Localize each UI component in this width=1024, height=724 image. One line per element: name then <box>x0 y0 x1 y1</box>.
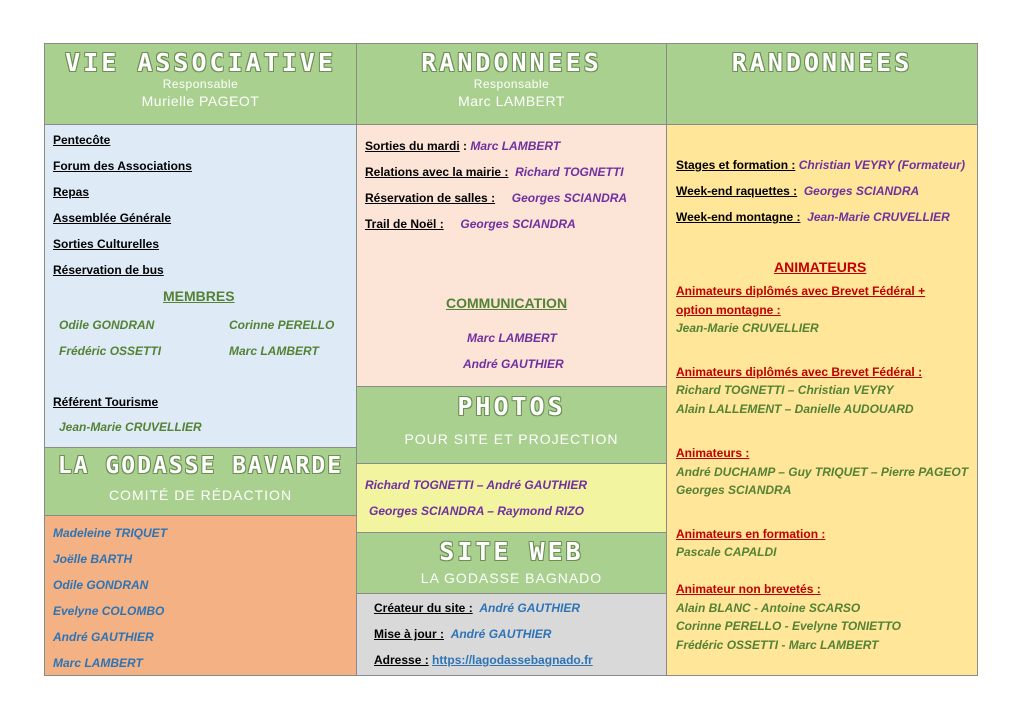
referent-tourisme-label: Référent Tourisme <box>53 395 159 409</box>
randonnees-title: RANDONNEES <box>421 48 602 77</box>
randonnees-2-title: RANDONNEES <box>731 48 913 77</box>
randonnees-body <box>356 124 667 387</box>
site-web-subtitle: LA GODASSE BAGNADO <box>420 570 603 586</box>
member-name: Marc LAMBERT <box>229 344 319 358</box>
rando-row-label: Sorties du mardi <box>365 139 460 153</box>
randonnees-2-body <box>666 124 978 676</box>
anim-group-line: Richard TOGNETTI – Christian VEYRY <box>676 383 894 397</box>
redaction-member: Marc LAMBERT <box>53 656 143 670</box>
godasse-bavarde-subtitle: COMITÉ DE RÉDACTION <box>108 487 293 503</box>
vie-item: Assemblée Générale <box>53 211 172 225</box>
photos-subtitle: POUR SITE ET PROJECTION <box>404 431 619 447</box>
stage-row-value: Christian VEYRY (Formateur) <box>798 158 965 172</box>
vie-item: Pentecôte <box>53 133 111 147</box>
site-row-value: André GAUTHIER <box>479 601 581 615</box>
member-name: Odile GONDRAN <box>59 318 155 332</box>
vie-item: Forum des Associations <box>53 159 192 173</box>
redaction-member: Joëlle BARTH <box>53 552 133 566</box>
vie-item: Repas <box>53 185 90 199</box>
randonnees-2-header <box>666 43 978 125</box>
randonnees-responsable-name: Marc LAMBERT <box>458 93 565 109</box>
site-row-label: Créateur du site : <box>374 601 473 615</box>
rando-row-value: Georges SCIANDRA <box>460 217 576 231</box>
rando-row <box>365 191 627 205</box>
site-web-header <box>356 532 667 594</box>
anim-group-title: Animateurs : <box>676 446 750 460</box>
site-row-label: Mise à jour : <box>374 627 445 641</box>
redaction-member: Evelyne COLOMBO <box>53 604 165 618</box>
anim-group-line: Corinne PERELLO - Evelyne TONIETTO <box>676 619 901 633</box>
rando-row <box>365 165 624 179</box>
redaction-member: Odile GONDRAN <box>53 578 149 592</box>
rando-row-label: Réservation de salles : <box>365 191 496 205</box>
stage-row-value: Georges SCIANDRA <box>803 184 920 198</box>
anim-group-line: Georges SCIANDRA <box>676 483 792 497</box>
anim-group-title: Animateur non brevetés : <box>676 582 821 596</box>
communication-title: COMMUNICATION <box>446 295 568 311</box>
anim-group-title: option montagne : <box>676 303 781 317</box>
rando-row-label: Relations avec la mairie : <box>365 165 509 179</box>
animateurs-title: ANIMATEURS <box>774 259 867 275</box>
vie-associative-title: VIE ASSOCIATIVE <box>65 48 336 77</box>
site-row-value: André GAUTHIER <box>450 627 552 641</box>
site-row <box>374 653 593 667</box>
rando-row <box>365 217 576 231</box>
vie-item: Réservation de bus <box>53 263 164 277</box>
rando-row-label: Trail de Noël : <box>365 217 444 231</box>
site-row-label: Adresse : <box>374 653 429 667</box>
stage-row-label: Stages et formation : <box>676 158 796 172</box>
vie-item: Sorties Culturelles <box>53 237 160 251</box>
member-name: Corinne PERELLO <box>229 318 335 332</box>
photos-title: PHOTOS <box>457 392 566 421</box>
communication-member: André GAUTHIER <box>463 357 564 371</box>
vie-associative-body <box>44 124 357 448</box>
randonnees-header <box>356 43 667 125</box>
anim-group-line: Pascale CAPALDI <box>676 545 777 559</box>
redaction-member: André GAUTHIER <box>53 630 154 644</box>
anim-group-line: Alain LALLEMENT – Danielle AUDOUARD <box>676 402 914 416</box>
site-address-link[interactable]: https://lagodassebagnado.fr <box>432 653 593 667</box>
randonnees-responsable-label: Responsable <box>473 77 550 91</box>
anim-group-line: Frédéric OSSETTI - Marc LAMBERT <box>676 638 879 652</box>
vie-responsable-label: Responsable <box>162 77 239 91</box>
stage-row <box>676 158 965 172</box>
referent-tourisme-name: Jean-Marie CRUVELLIER <box>59 420 202 434</box>
stage-row-value: Jean-Marie CRUVELLIER <box>807 210 950 224</box>
anim-group-title: Animateurs diplômés avec Brevet Fédéral : <box>676 365 923 379</box>
rando-row-sep: : <box>459 139 471 153</box>
redaction-member: Madeleine TRIQUET <box>53 526 168 540</box>
anim-group-line: Alain BLANC - Antoine SCARSO <box>676 601 861 615</box>
member-name: Frédéric OSSETTI <box>59 344 162 358</box>
anim-group-title: Animateurs diplômés avec Brevet Fédéral + <box>676 284 926 298</box>
godasse-bavarde-header <box>44 447 357 516</box>
rando-row-value: Marc LAMBERT <box>470 139 561 153</box>
stage-row-label: Week-end montagne : <box>676 210 801 224</box>
site-row <box>374 627 551 641</box>
vie-responsable-name: Murielle PAGEOT <box>141 93 260 109</box>
site-row <box>374 601 580 615</box>
stage-row-label: Week-end raquettes : <box>676 184 798 198</box>
vie-associative-header <box>44 43 357 125</box>
godasse-bavarde-title: LA GODASSE BAVARDE <box>57 453 344 479</box>
photos-header <box>356 386 667 464</box>
rando-row-value: Richard TOGNETTI <box>515 165 624 179</box>
godasse-bavarde-body <box>44 515 357 676</box>
stage-row <box>676 210 950 224</box>
communication-member: Marc LAMBERT <box>467 331 557 345</box>
anim-group-line: André DUCHAMP – Guy TRIQUET – Pierre PAGEOT <box>676 465 969 479</box>
site-web-body <box>356 593 667 676</box>
photos-line: Georges SCIANDRA – Raymond RIZO <box>369 504 584 518</box>
photos-line: Richard TOGNETTI – André GAUTHIER <box>365 478 588 492</box>
rando-row <box>365 139 560 153</box>
anim-group-line: Jean-Marie CRUVELLIER <box>676 321 819 335</box>
membres-title: MEMBRES <box>163 288 235 304</box>
rando-row-value: Georges SCIANDRA <box>511 191 628 205</box>
photos-body <box>356 463 667 533</box>
stage-row <box>676 184 919 198</box>
anim-group-title: Animateurs en formation : <box>676 527 826 541</box>
site-web-title: SITE WEB <box>439 537 584 566</box>
